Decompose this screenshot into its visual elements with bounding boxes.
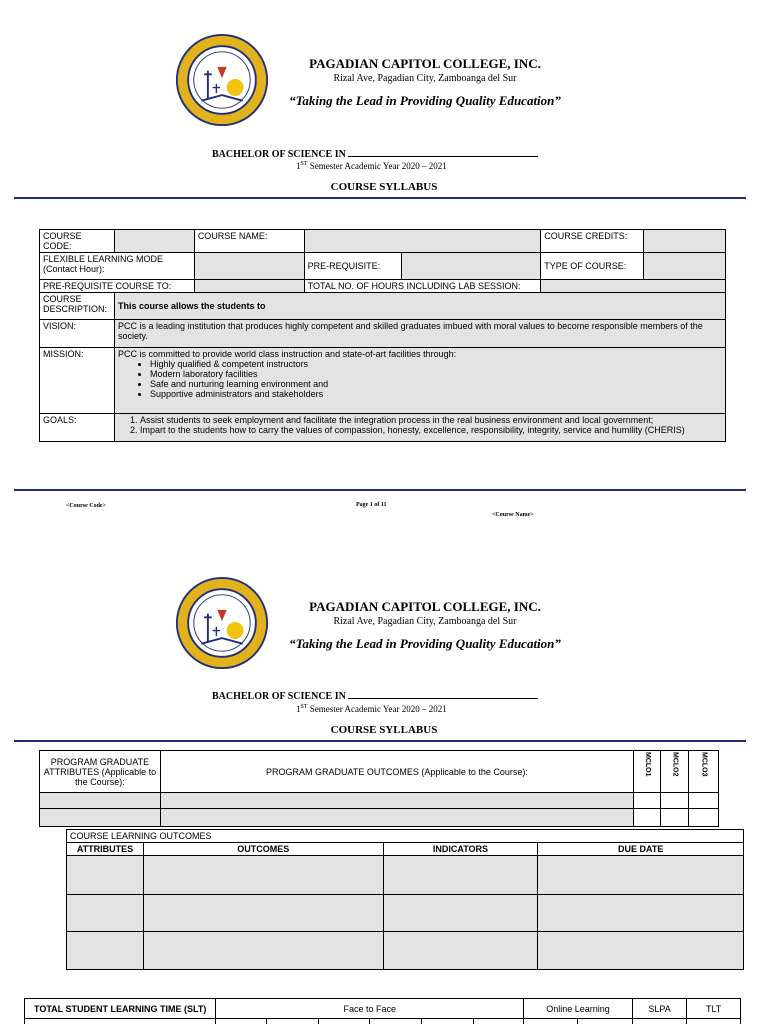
mclo3-header: MCLO3 [700, 752, 708, 777]
student-learning-time-table [24, 998, 741, 1024]
course-learning-outcomes-table [66, 829, 744, 970]
header-rule [14, 740, 746, 742]
type-of-course-label: TYPE OF COURSE: [541, 253, 644, 280]
pga-cell[interactable] [40, 809, 161, 827]
clo-header-indicators: INDICATORS [383, 843, 538, 856]
program-blank[interactable] [348, 690, 538, 699]
program-outcomes-table [39, 750, 719, 827]
mclo2-header: MCLO2 [671, 752, 679, 777]
goal-item: 2. Impart to the students how to carry the values of compassion, honesty, excellence, responsibility, integrity, service and humility (CHERIS) [140, 425, 722, 435]
clo-header-due-date: DUE DATE [538, 843, 744, 856]
vision-text: PCC is a leading institution that produces highly competent and skilled graduates imbued with moral values to become responsible members of the society. [114, 320, 725, 348]
prereq-label: PRE-REQUISITE: [304, 253, 401, 280]
mission-item: • Safe and nurturing learning environment and [150, 379, 722, 389]
college-address: Rizal Ave, Pagadian City, Zamboanga del Sur [333, 73, 517, 84]
semester-suffix: ST [300, 161, 308, 167]
semester-ordinal: 1 [296, 161, 301, 171]
course-credits-field[interactable] [644, 230, 726, 253]
prereq-to-label: PRE-REQUISITE COURSE TO: [40, 280, 195, 293]
pgo-cell[interactable] [160, 793, 633, 809]
description-label: COURSE DESCRIPTION: [40, 293, 115, 320]
program-blank[interactable] [348, 148, 538, 157]
goals-cell [114, 414, 725, 442]
slt-header: TOTAL STUDENT LEARNING TIME (SLT) [25, 999, 216, 1019]
clo-cell[interactable] [67, 932, 144, 970]
slt-cell[interactable] [473, 1019, 523, 1024]
program-label: BACHELOR OF SCIENCE IN [212, 691, 346, 702]
semester-text: Semester Academic Year 2020 – 2021 [307, 704, 447, 714]
slt-cell[interactable] [266, 1019, 318, 1024]
slt-cell[interactable] [687, 1019, 741, 1024]
pgo-cell[interactable] [160, 809, 633, 827]
footer-course-name: <Course Name> [492, 512, 534, 518]
prereq-field[interactable] [401, 253, 541, 280]
clo-cell[interactable] [67, 856, 144, 895]
flex-mode-field[interactable] [194, 253, 304, 280]
footer-rule [14, 489, 746, 491]
program-line [212, 690, 538, 702]
header-rule [14, 197, 746, 199]
mission-cell [114, 348, 725, 414]
mclo-cell[interactable] [661, 809, 689, 827]
clo-cell[interactable] [383, 932, 538, 970]
college-address: Rizal Ave, Pagadian City, Zamboanga del Sur [333, 616, 517, 627]
mclo-cell[interactable] [634, 809, 661, 827]
syllabus-title: COURSE SYLLABUS [330, 181, 438, 193]
slt-cell[interactable] [632, 1019, 686, 1024]
slt-cell[interactable] [216, 1019, 266, 1024]
program-label: BACHELOR OF SCIENCE IN [212, 149, 346, 160]
course-name-label: COURSE NAME: [194, 230, 304, 253]
clo-cell[interactable] [67, 895, 144, 932]
goals-label: GOALS: [40, 414, 115, 442]
type-of-course-field[interactable] [644, 253, 726, 280]
semester-suffix: ST [300, 704, 308, 710]
syllabus-title: COURSE SYLLABUS [330, 724, 438, 736]
course-code-field[interactable] [114, 230, 194, 253]
clo-header-attributes: ATTRIBUTES [67, 843, 144, 856]
college-motto: “Taking the Lead in Providing Quality Education” [289, 636, 561, 651]
clo-cell[interactable] [538, 895, 744, 932]
mission-label: MISSION: [40, 348, 115, 414]
clo-header-outcomes: OUTCOMES [143, 843, 383, 856]
clo-cell[interactable] [538, 932, 744, 970]
semester-text: Semester Academic Year 2020 – 2021 [307, 161, 447, 171]
total-hours-field[interactable] [541, 280, 726, 293]
clo-cell[interactable] [143, 856, 383, 895]
college-name: PAGADIAN CAPITOL COLLEGE, INC. [309, 56, 541, 71]
clo-cell[interactable] [143, 895, 383, 932]
clo-cell[interactable] [143, 932, 383, 970]
total-hours-label: TOTAL NO. OF HOURS INCLUDING LAB SESSION: [304, 280, 541, 293]
flex-mode-label: FLEXIBLE LEARNING MODE (Contact Hour): [40, 253, 195, 280]
college-motto: “Taking the Lead in Providing Quality Education” [289, 93, 561, 108]
mission-intro: PCC is committed to provide world class instruction and state-of-art facilities through: [117, 349, 457, 359]
slt-cell[interactable] [370, 1019, 422, 1024]
slt-cell[interactable] [422, 1019, 473, 1024]
face-to-face-header: Face to Face [216, 999, 524, 1019]
slt-cell[interactable] [318, 1019, 369, 1024]
course-name-field[interactable] [304, 230, 541, 253]
program-line [212, 148, 538, 160]
goals-list [140, 415, 722, 435]
slt-cell[interactable] [25, 1019, 216, 1024]
mclo-cell[interactable] [688, 809, 718, 827]
semester-line [296, 704, 447, 714]
prereq-to-field[interactable] [194, 280, 304, 293]
course-code-label: COURSE CODE: [40, 230, 115, 253]
course-info-table [39, 229, 726, 442]
footer-course-code: <Course Code> [66, 503, 107, 509]
slpa-header: SLPA [632, 999, 686, 1019]
college-name: PAGADIAN CAPITOL COLLEGE, INC. [309, 599, 541, 614]
online-learning-header: Online Learning [524, 999, 633, 1019]
clo-cell[interactable] [383, 895, 538, 932]
pga-header: PROGRAM GRADUATE ATTRIBUTES (Applicable to the Course): [40, 751, 161, 793]
clo-cell[interactable] [383, 856, 538, 895]
tlt-header: TLT [687, 999, 741, 1019]
mclo1-header: MCLO1 [644, 752, 652, 777]
mclo-cell[interactable] [688, 793, 718, 809]
clo-title: COURSE LEARNING OUTCOMES [67, 830, 744, 843]
mclo-cell[interactable] [661, 793, 689, 809]
goal-item: 1. Assist students to seek employment and facilitate the integration process in the real business environment and local government; [140, 415, 722, 425]
vision-label: VISION: [40, 320, 115, 348]
mclo-cell[interactable] [634, 793, 661, 809]
mission-item: • Highly qualified & competent instructors [150, 359, 722, 369]
semester-ordinal: 1 [296, 704, 301, 714]
pga-cell[interactable] [40, 793, 161, 809]
pgo-header: PROGRAM GRADUATE OUTCOMES (Applicable to the Course): [160, 751, 633, 793]
clo-cell[interactable] [538, 856, 744, 895]
mission-item: • Modern laboratory facilities [150, 369, 722, 379]
slt-cell[interactable] [524, 1019, 578, 1024]
description-text[interactable]: This course allows the students to [114, 293, 725, 320]
mission-list [150, 359, 722, 399]
course-credits-label: COURSE CREDITS: [541, 230, 644, 253]
semester-line [296, 161, 447, 171]
mission-item: • Supportive administrators and stakeholders [150, 389, 722, 399]
footer-page-number: Page 1 of 11 [356, 502, 387, 508]
slt-cell[interactable] [577, 1019, 632, 1024]
